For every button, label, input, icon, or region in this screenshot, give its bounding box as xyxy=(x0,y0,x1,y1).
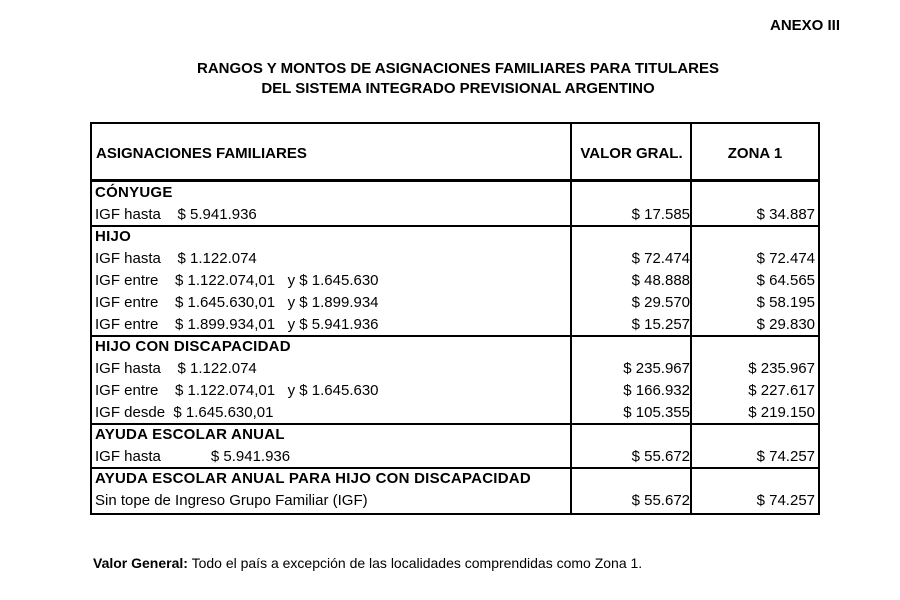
income-range-label: IGF hasta $ 5.941.936 xyxy=(95,448,291,465)
footnote-term: Valor General: xyxy=(93,555,188,571)
footnote xyxy=(93,555,642,571)
section-title: HIJO xyxy=(95,228,132,245)
zona-1-amount: $ 58.195 xyxy=(756,294,815,311)
valor-general-amount: $ 55.672 xyxy=(631,492,690,509)
allowances-table xyxy=(90,122,820,515)
table-row xyxy=(92,270,818,292)
section-heading-row xyxy=(92,424,818,446)
valor-general-amount: $ 48.888 xyxy=(631,272,690,289)
zona-1-amount: $ 34.887 xyxy=(756,206,815,223)
document-title xyxy=(0,59,900,99)
valor-general-amount: $ 166.932 xyxy=(623,382,690,399)
section-heading-row xyxy=(92,226,818,248)
zona-1-amount: $ 74.257 xyxy=(756,448,815,465)
table-row xyxy=(92,490,818,512)
zona-1-amount: $ 64.565 xyxy=(756,272,815,289)
zona-1-amount: $ 219.150 xyxy=(748,404,815,421)
section-heading-row xyxy=(92,182,818,204)
valor-general-amount: $ 17.585 xyxy=(631,206,690,223)
table-row xyxy=(92,314,818,336)
income-range-label: IGF hasta $ 5.941.936 xyxy=(95,206,257,223)
zona-1-amount: $ 72.474 xyxy=(756,250,815,267)
table-row xyxy=(92,204,818,226)
table-row xyxy=(92,292,818,314)
section-title: AYUDA ESCOLAR ANUAL PARA HIJO CON DISCAPACIDAD xyxy=(95,470,531,487)
section-title: HIJO CON DISCAPACIDAD xyxy=(95,338,291,355)
zona-1-amount: $ 29.830 xyxy=(756,316,815,333)
valor-general-amount: $ 235.967 xyxy=(623,360,690,377)
valor-general-amount: $ 15.257 xyxy=(631,316,690,333)
title-line-1: RANGOS Y MONTOS DE ASIGNACIONES FAMILIARES PARA TITULARES xyxy=(197,60,719,77)
section-title: CÓNYUGE xyxy=(95,184,173,201)
valor-general-amount: $ 105.355 xyxy=(623,404,690,421)
valor-general-amount: $ 29.570 xyxy=(631,294,690,311)
income-range-label: IGF entre $ 1.899.934,01 y $ 5.941.936 xyxy=(95,316,379,333)
income-range-label: Sin tope de Ingreso Grupo Familiar (IGF) xyxy=(95,492,368,509)
section-heading-row xyxy=(92,336,818,358)
income-range-label: IGF hasta $ 1.122.074 xyxy=(95,250,257,267)
income-range-label: IGF entre $ 1.122.074,01 y $ 1.645.630 xyxy=(95,382,379,399)
zona-1-amount: $ 74.257 xyxy=(756,492,815,509)
table-row xyxy=(92,358,818,380)
section-heading-row xyxy=(92,468,818,490)
table-header xyxy=(92,124,818,182)
table-row xyxy=(92,380,818,402)
valor-general-amount: $ 55.672 xyxy=(631,448,690,465)
header-valor-gral: VALOR GRAL. xyxy=(580,145,683,162)
valor-general-amount: $ 72.474 xyxy=(631,250,690,267)
income-range-label: IGF desde $ 1.645.630,01 xyxy=(95,404,274,421)
header-asignaciones: ASIGNACIONES FAMILIARES xyxy=(96,145,307,162)
table-row xyxy=(92,402,818,424)
title-line-2: DEL SISTEMA INTEGRADO PREVISIONAL ARGENTINO xyxy=(261,80,655,97)
footnote-definition: Todo el país a excepción de las localidades comprendidas como Zona 1. xyxy=(187,555,643,571)
table-row xyxy=(92,248,818,270)
zona-1-amount: $ 227.617 xyxy=(748,382,815,399)
income-range-label: IGF hasta $ 1.122.074 xyxy=(95,360,257,377)
income-range-label: IGF entre $ 1.645.630,01 y $ 1.899.934 xyxy=(95,294,379,311)
section-title: AYUDA ESCOLAR ANUAL xyxy=(95,426,285,443)
zona-1-amount: $ 235.967 xyxy=(748,360,815,377)
annex-label: ANEXO III xyxy=(769,17,840,34)
income-range-label: IGF entre $ 1.122.074,01 y $ 1.645.630 xyxy=(95,272,379,289)
header-zona-1: ZONA 1 xyxy=(727,145,783,162)
table-row xyxy=(92,446,818,468)
